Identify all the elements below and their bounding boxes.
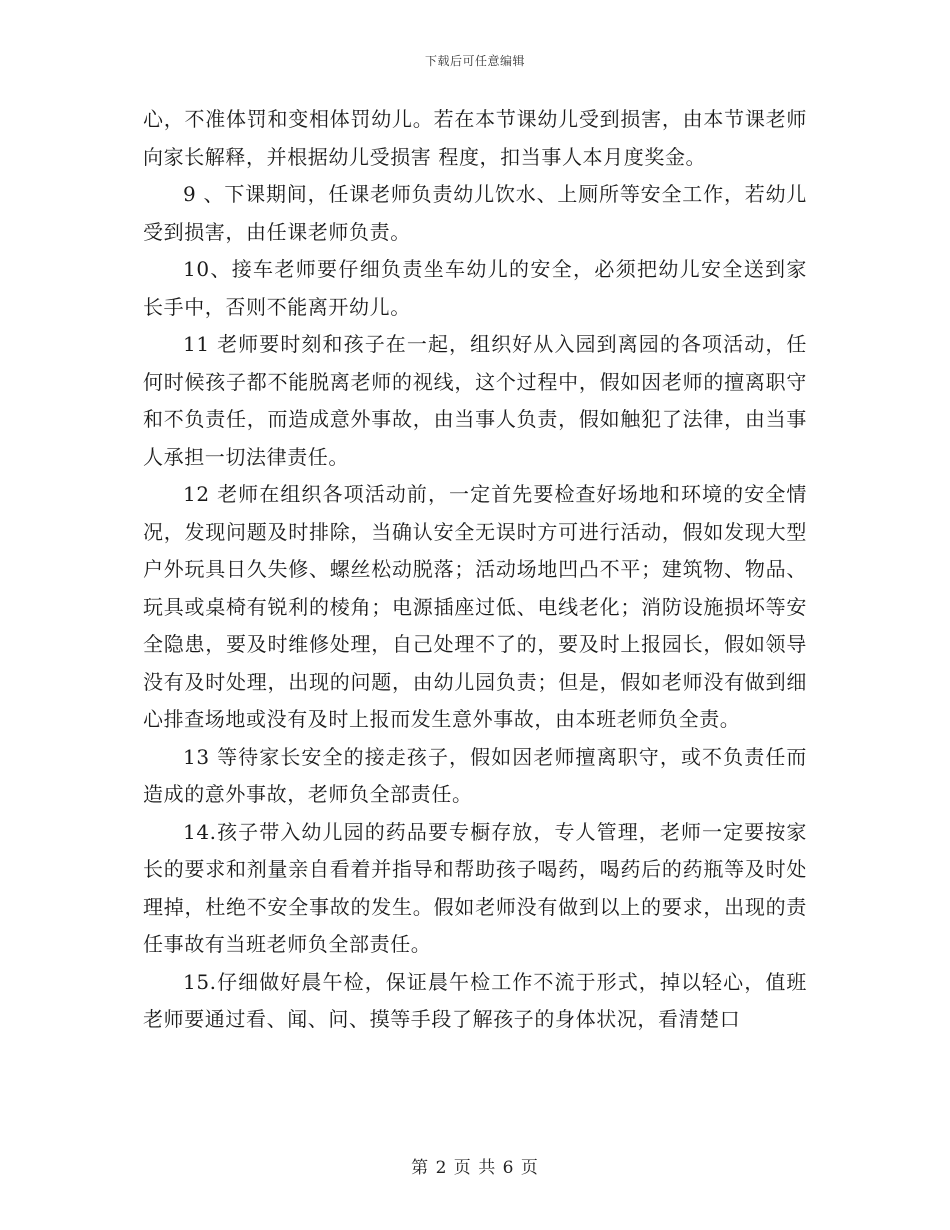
document-body xyxy=(143,101,807,1039)
paragraph: 11 老师要时刻和孩子在一起，组织好从入园到离园的各项活动，任何时候孩子都不能脱离老师的视线，这个过程中，假如因老师的擅离职守和不负责任，而造成意外事故，由当事人负责，假如触犯了法律，由当事人承担一切法律责任。 xyxy=(143,332,807,469)
paragraph: 心，不准体罚和变相体罚幼儿。若在本节课幼儿受到损害，由本节课老师向家长解释，并根据幼儿受损害 程度，扣当事人本月度奖金。 xyxy=(143,107,807,169)
paragraph: 15.仔细做好晨午检，保证晨午检工作不流于形式，掉以轻心，值班老师要通过看、闻、问、摸等手段了解孩子的身体状况，看清楚口 xyxy=(143,969,807,1031)
paragraph: 12 老师在组织各项活动前，一定首先要检查好场地和环境的安全情况，发现问题及时排除，当确认安全无误时方可进行活动，假如发现大型户外玩具日久失修、螺丝松动脱落；活动场地凹凸不平；建筑物、物品、玩具或桌椅有锐利的棱角；电源插座过低、电线老化；消防设施损坏等安全隐患，要及时维修处理，自己处理不了的，要及时上报园长，假如领导没有及时处理，出现的问题，由幼儿园负责；但是，假如老师没有做到细心排查场地或没有及时上报而发生意外事故，由本班老师负全责。 xyxy=(143,482,807,731)
paragraph: 10、接车老师要仔细负责坐车幼儿的安全，必须把幼儿安全送到家长手中，否则不能离开幼儿。 xyxy=(143,257,807,319)
paragraph: 13 等待家长安全的接走孩子，假如因老师擅离职守，或不负责任而造成的意外事故，老师负全部责任。 xyxy=(143,744,807,806)
page-number-footer: 第 2 页 共 6 页 xyxy=(411,1158,539,1178)
paragraph: 9 、下课期间，任课老师负责幼儿饮水、上厕所等安全工作，若幼儿受到损害，由任课老师负责。 xyxy=(143,182,807,244)
paragraph: 14.孩子带入幼儿园的药品要专橱存放，专人管理，老师一定要按家长的要求和剂量亲自看着并指导和帮助孩子喝药，喝药后的药瓶等及时处理掉，杜绝不安全事故的发生。假如老师没有做到以上的要求，出现的责任事故有当班老师负全部责任。 xyxy=(143,819,807,956)
page-header-note: 下载后可任意编辑 xyxy=(424,54,525,68)
